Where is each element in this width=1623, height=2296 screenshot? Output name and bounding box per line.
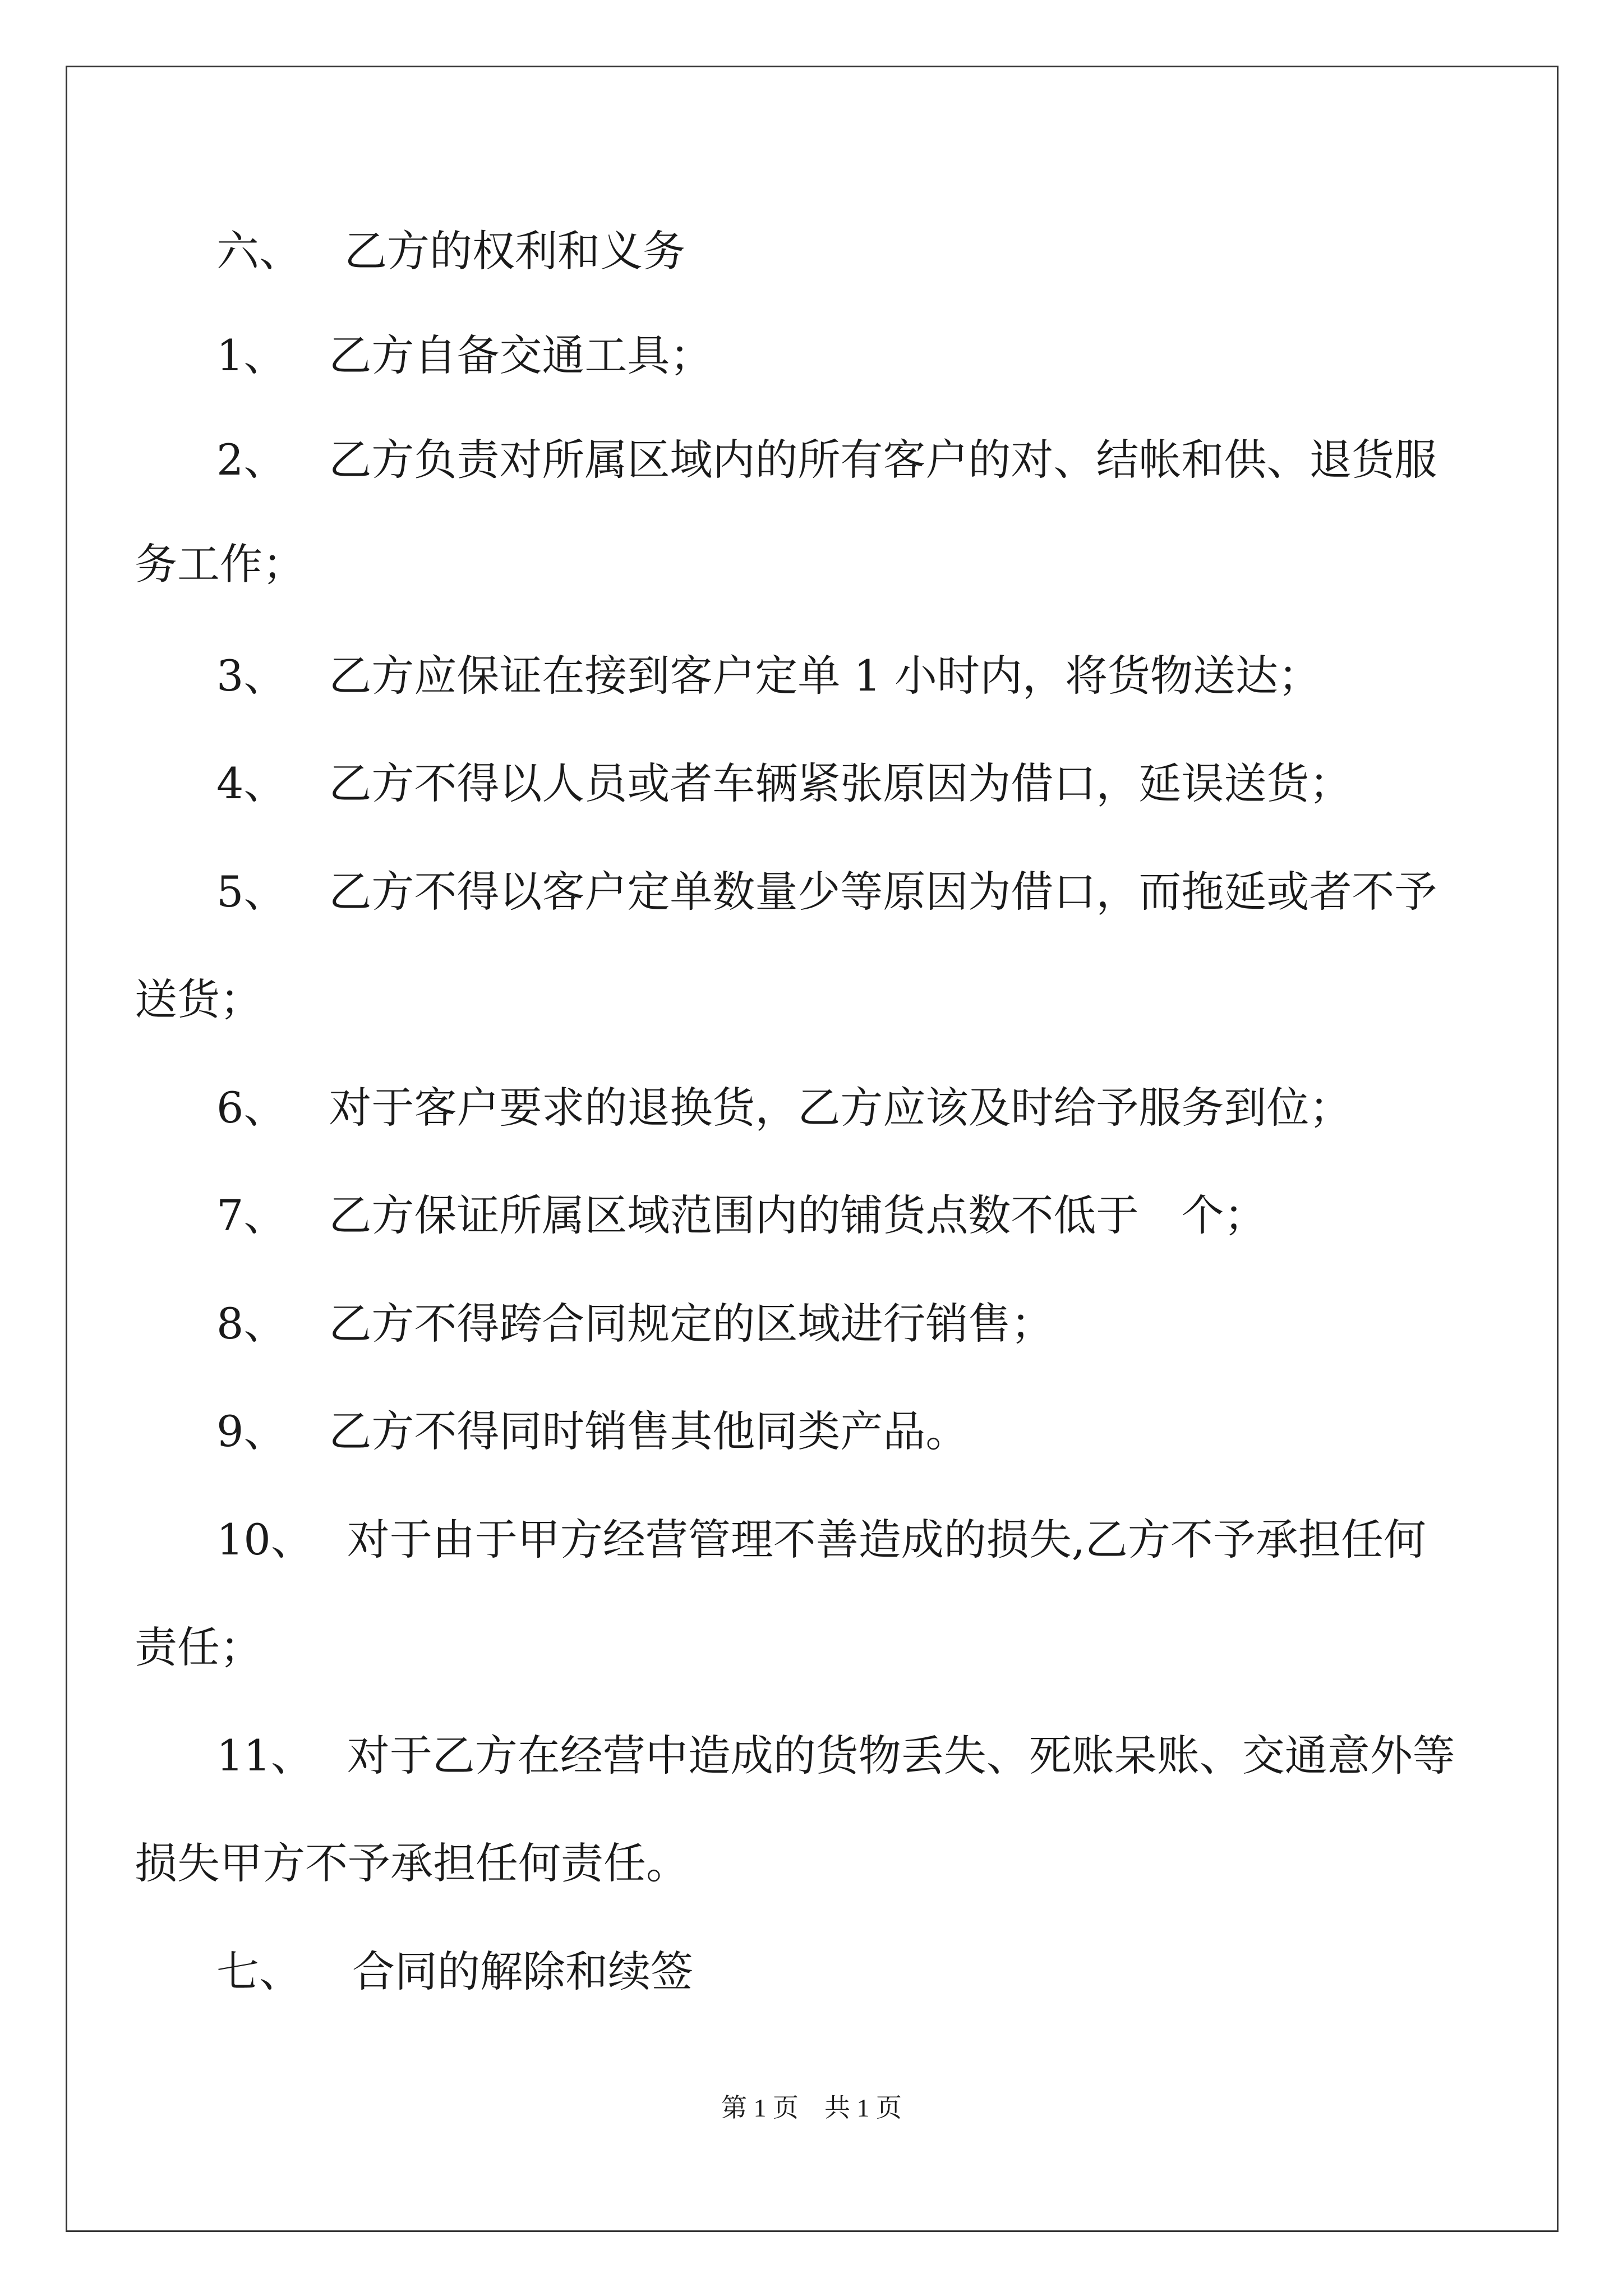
list-item: 9、 乙方不得同时销售其他同类产品。 — [216, 1406, 969, 1456]
section-heading-seven — [216, 1945, 693, 1999]
section-number: 七、 — [216, 1947, 302, 1996]
list-item: 3、 乙方应保证在接到客户定单 1 小时内，将货物送达； — [216, 651, 1321, 701]
section-number: 六、 — [216, 226, 302, 276]
list-item-continuation: 务工作； — [135, 539, 305, 589]
page-border — [66, 66, 1559, 2232]
section-title: 合同的解除和续签 — [352, 1947, 693, 1996]
list-item: 2、 乙方负责对所属区域内的所有客户的对、结帐和供、退货服 — [216, 435, 1437, 485]
section-heading-six — [216, 224, 685, 278]
page-number-footer: 第 1 页 共 1 页 — [721, 2093, 902, 2122]
list-item-continuation: 责任； — [135, 1622, 262, 1672]
list-item: 10、 对于由于甲方经营管理不善造成的损失,乙方不予承担任何 — [216, 1515, 1426, 1565]
list-item: 8、 乙方不得跨合同规定的区域进行销售； — [216, 1299, 1054, 1349]
section-title: 乙方的权利和义务 — [344, 226, 685, 276]
list-item: 7、 乙方保证所属区域范围内的铺货点数不低于 个； — [216, 1190, 1267, 1240]
list-item-continuation: 损失甲方不予承担任何责任。 — [135, 1838, 689, 1888]
list-item-continuation: 送货； — [135, 974, 262, 1024]
list-item: 4、 乙方不得以人员或者车辆紧张原因为借口，延误送货； — [216, 758, 1352, 808]
list-item: 11、 对于乙方在经营中造成的货物丢失、死账呆账、交通意外等 — [216, 1731, 1455, 1780]
list-item: 5、 乙方不得以客户定单数量少等原因为借口，而拖延或者不予 — [216, 867, 1437, 917]
list-item: 1、 乙方自备交通工具； — [216, 330, 713, 380]
list-item: 6、 对于客户要求的退换货，乙方应该及时给予服务到位； — [216, 1083, 1352, 1133]
